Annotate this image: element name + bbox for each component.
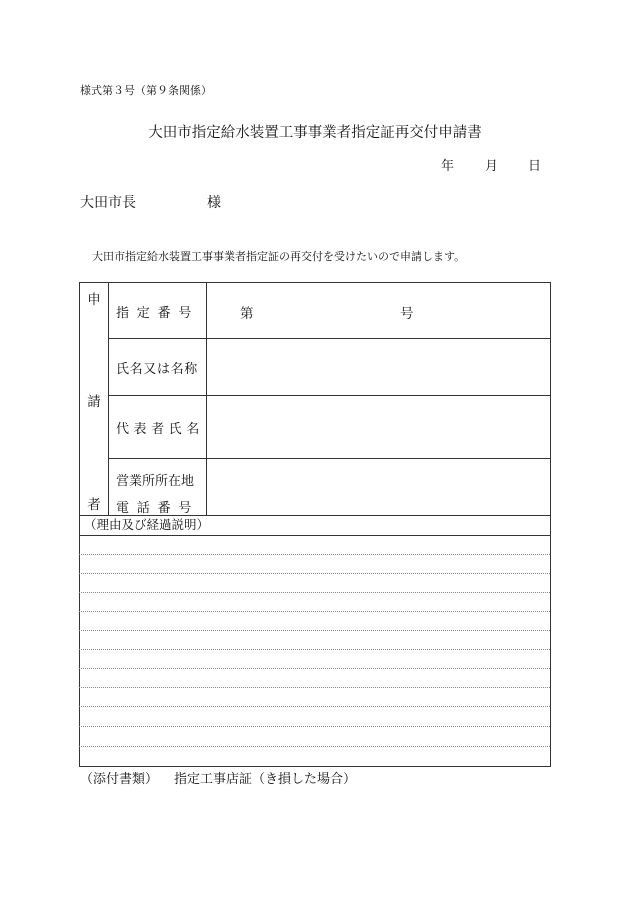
table-border-left xyxy=(79,282,80,767)
name-label: 氏名又は名称 xyxy=(116,362,198,377)
table-border-top xyxy=(79,282,551,283)
table-border-bottom xyxy=(79,766,551,767)
name-field[interactable] xyxy=(208,340,549,394)
attachments-label: （添付書類） xyxy=(80,772,159,787)
reason-text-area[interactable] xyxy=(81,537,549,765)
applicant-column-divider xyxy=(108,282,109,515)
phone-number-label: 電話番号 xyxy=(116,501,200,516)
designation-number-prefix: 第 xyxy=(240,306,254,322)
date-day-label: 日 xyxy=(528,159,542,174)
applicant-label-char: 者 xyxy=(87,497,101,513)
label-column-divider xyxy=(206,282,207,515)
attachments-line xyxy=(80,768,356,787)
applicant-label-char: 請 xyxy=(87,394,101,410)
row-separator xyxy=(108,395,551,396)
addressee-name: 大田市長 xyxy=(80,195,136,211)
document-title: 大田市指定給水装置工事事業者指定証再交付申請書 xyxy=(148,125,482,141)
designation-number-label: 指定番号 xyxy=(116,306,200,321)
representative-name-field[interactable] xyxy=(208,397,549,457)
date-month-label: 月 xyxy=(485,159,499,174)
reason-section-label: （理由及び経過説明） xyxy=(84,517,210,532)
date-year-label: 年 xyxy=(441,159,455,174)
applicant-label-char: 申 xyxy=(87,292,101,308)
office-address-phone-field[interactable] xyxy=(208,460,549,514)
designation-number-suffix: 号 xyxy=(400,306,414,322)
attachments-value: 指定工事店証（き損した場合） xyxy=(174,772,357,787)
office-address-label: 営業所所在地 xyxy=(116,474,195,489)
form-number-label: 様式第３号（第９条関係） xyxy=(80,84,212,97)
representative-name-label: 代表者氏名 xyxy=(116,422,204,437)
row-separator xyxy=(108,458,551,459)
application-statement: 大田市指定給水装置工事事業者指定証の再交付を受けたいので申請します。 xyxy=(92,250,466,263)
addressee-honorific: 様 xyxy=(207,195,221,211)
table-border-right xyxy=(550,282,551,767)
row-separator xyxy=(108,338,551,339)
designation-number-field[interactable] xyxy=(262,284,392,337)
section-separator xyxy=(79,535,551,536)
